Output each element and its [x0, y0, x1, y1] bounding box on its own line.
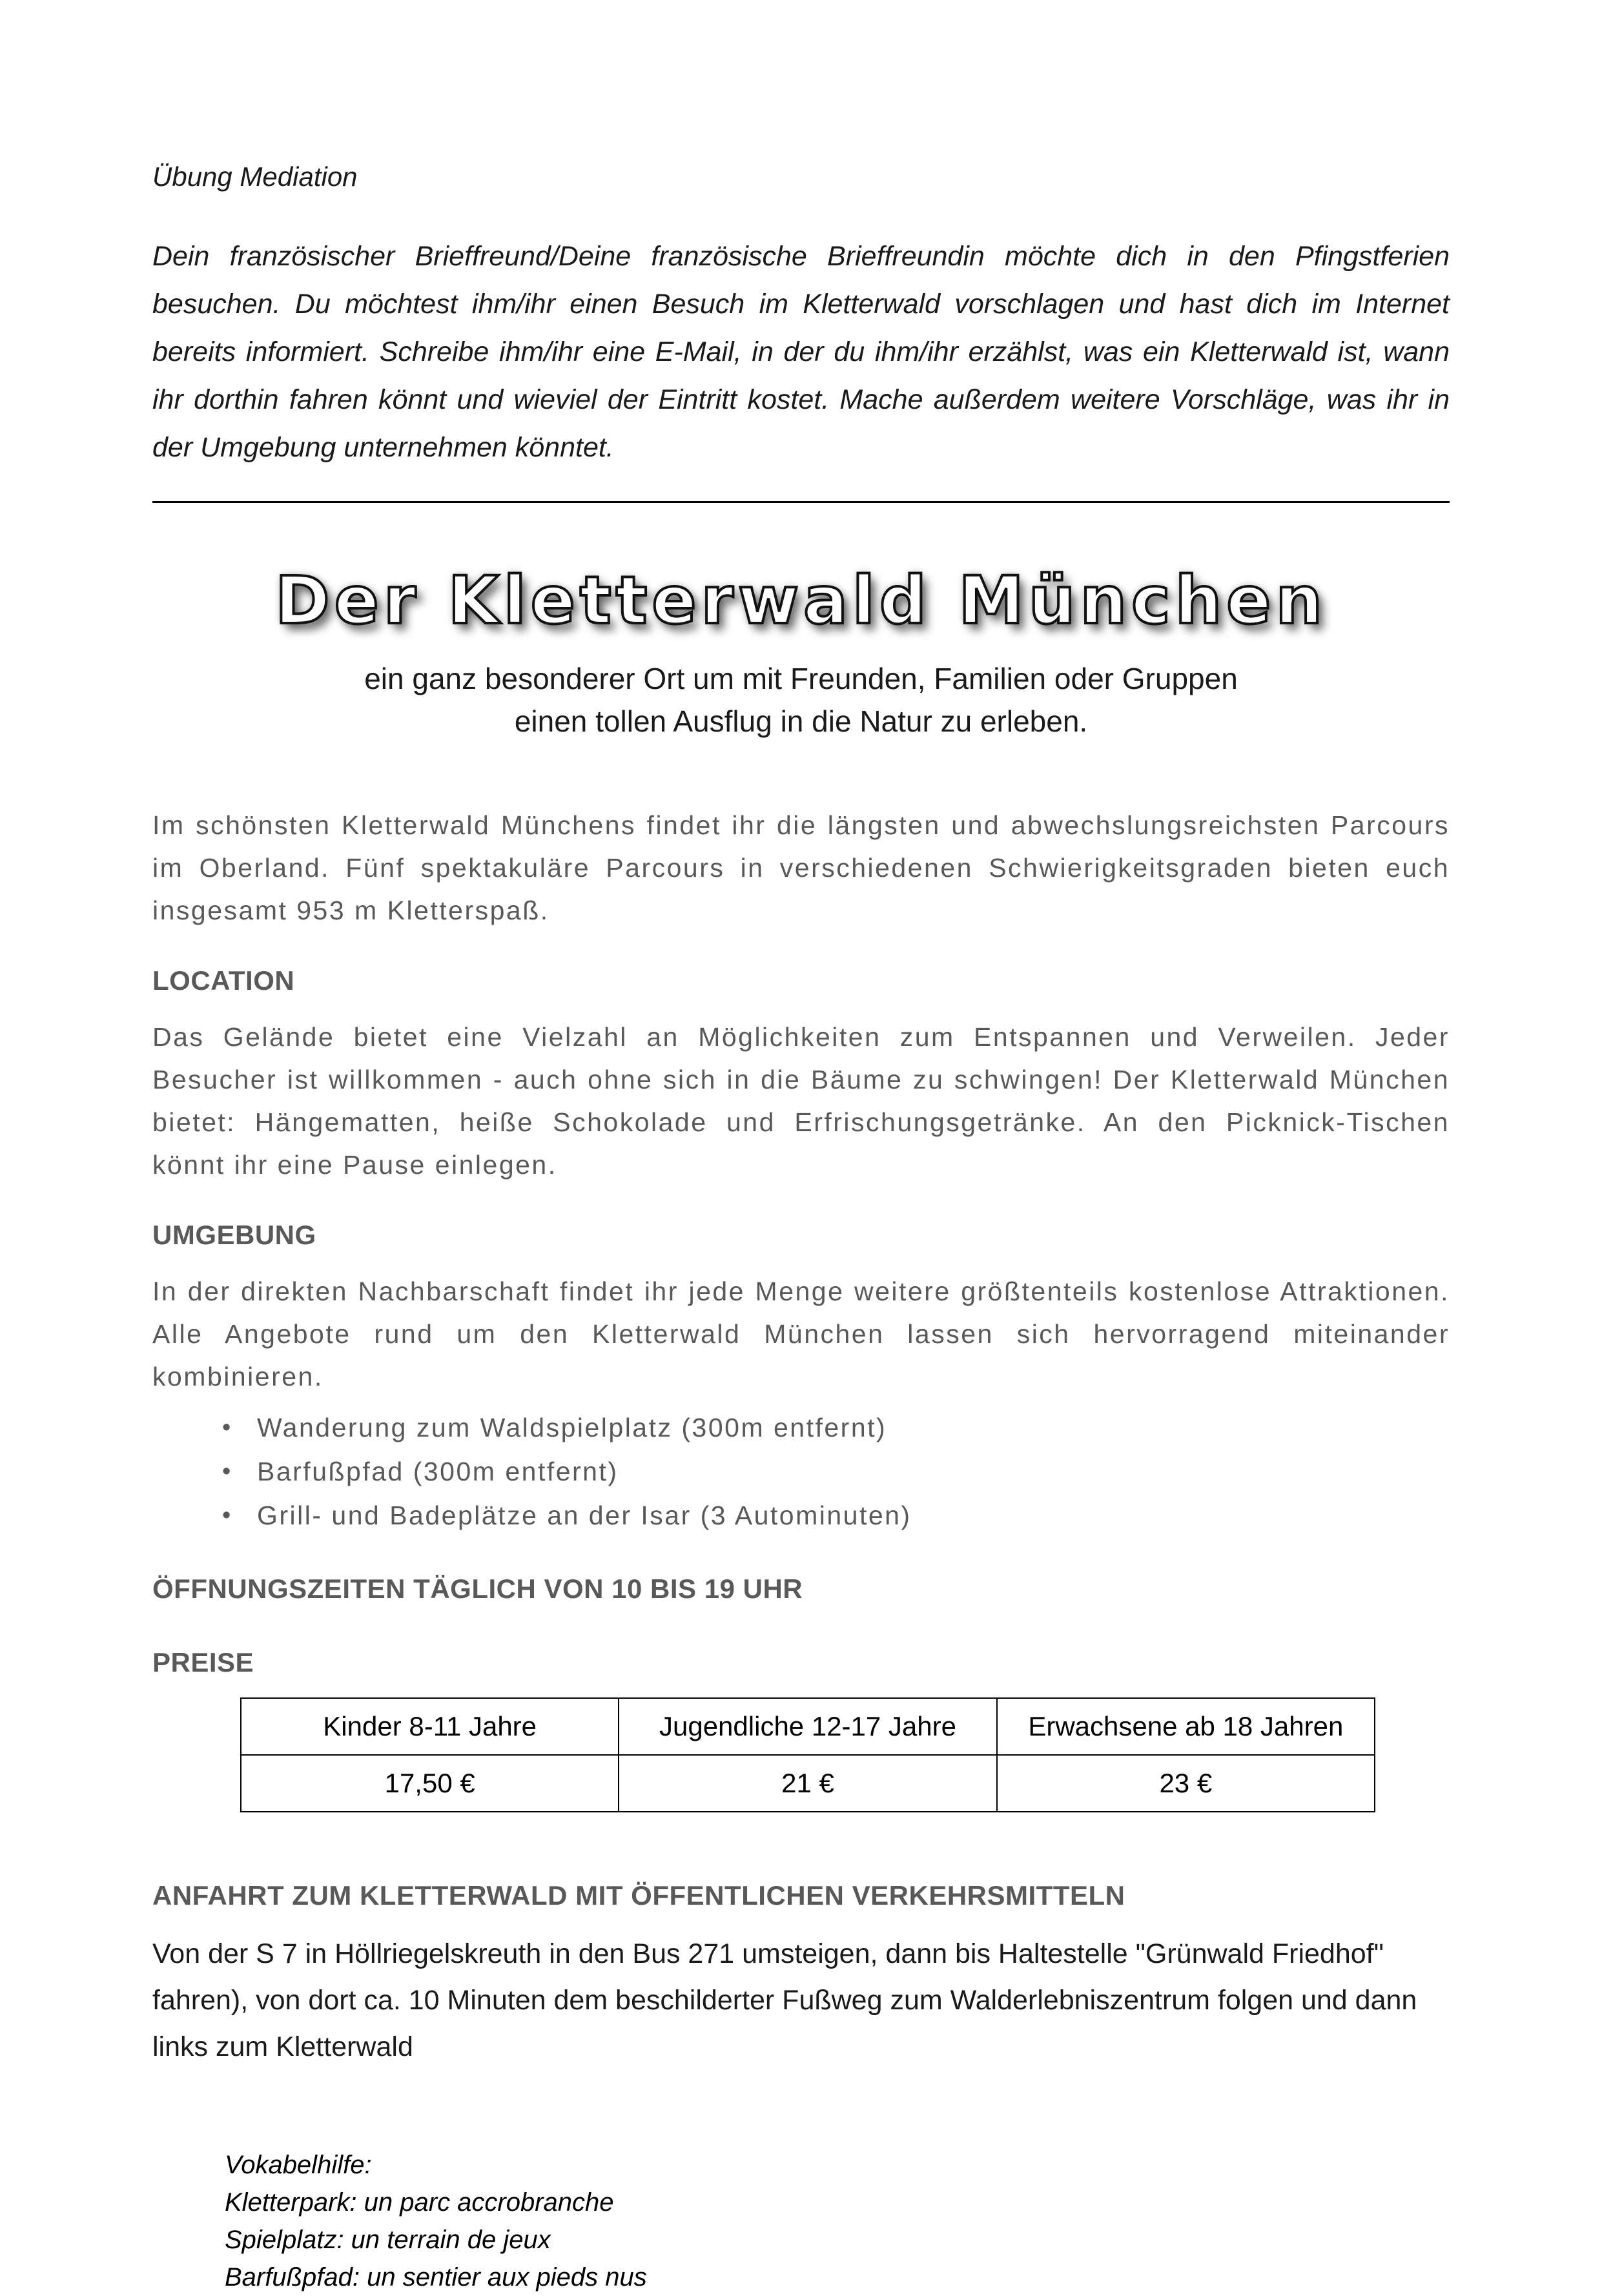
price-table-value-row	[241, 1755, 1375, 1812]
intro-paragraph: Im schönsten Kletterwald Münchens findet ihr die längsten und abwechslungsreichsten Parcours im Oberland. Fünf spektakuläre Parcours in verschiedenen Schwierigkeitsgraden bieten euch insgesamt 953 m Kletterspaß.	[152, 810, 1450, 925]
main-title: Der Kletterwald München	[275, 562, 1327, 639]
vocab-item: Spielplatz: un terrain de jeux	[225, 2226, 551, 2254]
subtitle-line-1: ein ganz besonderer Ort um mit Freunden, Familien oder Gruppen	[364, 662, 1238, 695]
anfahrt-heading: ANFAHRT ZUM KLETTERWALD MIT ÖFFENTLICHEN VERKEHRSMITTELN	[152, 1880, 1125, 1911]
task-instructions: Dein französischer Brieffreund/Deine französische Brieffreundin möchte dich in den Pfingstferien besuchen. Du möchtest ihm/ihr einen Besuch im Kletterwald vorschlagen und hast dich im Internet bereits informiert. Schreibe ihm/ihr eine E-Mail, in der du ihm/ihr erzählst, was ein Kletterwald ist, wann ihr dorthin fahren könnt und wieviel der Eintritt kostet. Mache außerdem weitere Vorschläge, was ihr in der Umgebung unternehmen könntet.	[152, 241, 1450, 463]
vocab-item: Barfußpfad: un sentier aux pieds nus	[225, 2263, 647, 2291]
list-item: • Barfußpfad (300m entfernt)	[217, 1450, 1450, 1493]
price-table-header-row	[241, 1698, 1375, 1755]
vocab-item: Kletterpark: un parc accrobranche	[225, 2188, 614, 2217]
prices-heading: PREISE	[152, 1647, 254, 1677]
vocab-help	[225, 2146, 1450, 2296]
price-value: 23 €	[997, 1755, 1375, 1812]
subtitle	[152, 657, 1450, 743]
subtitle-line-2: einen tollen Ausflug in die Natur zu erleben.	[514, 704, 1088, 738]
list-item: • Wanderung zum Waldspielplatz (300m entfernt)	[217, 1406, 1450, 1450]
exercise-title: Übung Mediation	[152, 161, 358, 192]
umgebung-paragraph: In der direkten Nachbarschaft findet ihr jede Menge weitere größtenteils kostenlose Attraktionen. Alle Angebote rund um den Kletterwald München lassen sich hervorragend miteinander kombinieren.	[152, 1276, 1450, 1391]
price-value: 21 €	[619, 1755, 996, 1812]
price-table	[240, 1697, 1375, 1812]
umgebung-heading: UMGEBUNG	[152, 1220, 316, 1250]
list-item: • Grill- und Badeplätze an der Isar (3 Autominuten)	[217, 1493, 1450, 1537]
location-paragraph: Das Gelände bietet eine Vielzahl an Möglichkeiten zum Entspannen und Verweilen. Jeder Besucher ist willkommen - auch ohne sich in die Bäume zu schwingen! Der Kletterwald München bietet: Hängematten, heiße Schokolade und Erfrischungsgetränke. An den Picknick-Tischen könnt ihr eine Pause einlegen.	[152, 1022, 1450, 1180]
price-column-header: Erwachsene ab 18 Jahren	[997, 1698, 1375, 1755]
location-heading: LOCATION	[152, 965, 295, 996]
price-column-header: Jugendliche 12-17 Jahre	[619, 1698, 996, 1755]
price-value: 17,50 €	[241, 1755, 619, 1812]
anfahrt-paragraph: Von der S 7 in Höllriegelskreuth in den Bus 271 umsteigen, dann bis Haltestelle "Grünwald Friedhof" fahren), von dort ca. 10 Minuten dem beschilderter Fußweg zum Walderlebniszentrum folgen und dann links zum Kletterwald	[152, 1938, 1417, 2062]
attractions-list	[152, 1406, 1450, 1537]
vocab-title: Vokabelhilfe:	[225, 2151, 372, 2179]
price-column-header: Kinder 8-11 Jahre	[241, 1698, 619, 1755]
underscore-divider	[152, 495, 1450, 503]
opening-hours-heading: ÖFFNUNGSZEITEN TÄGLICH VON 10 BIS 19 UHR	[152, 1573, 803, 1604]
